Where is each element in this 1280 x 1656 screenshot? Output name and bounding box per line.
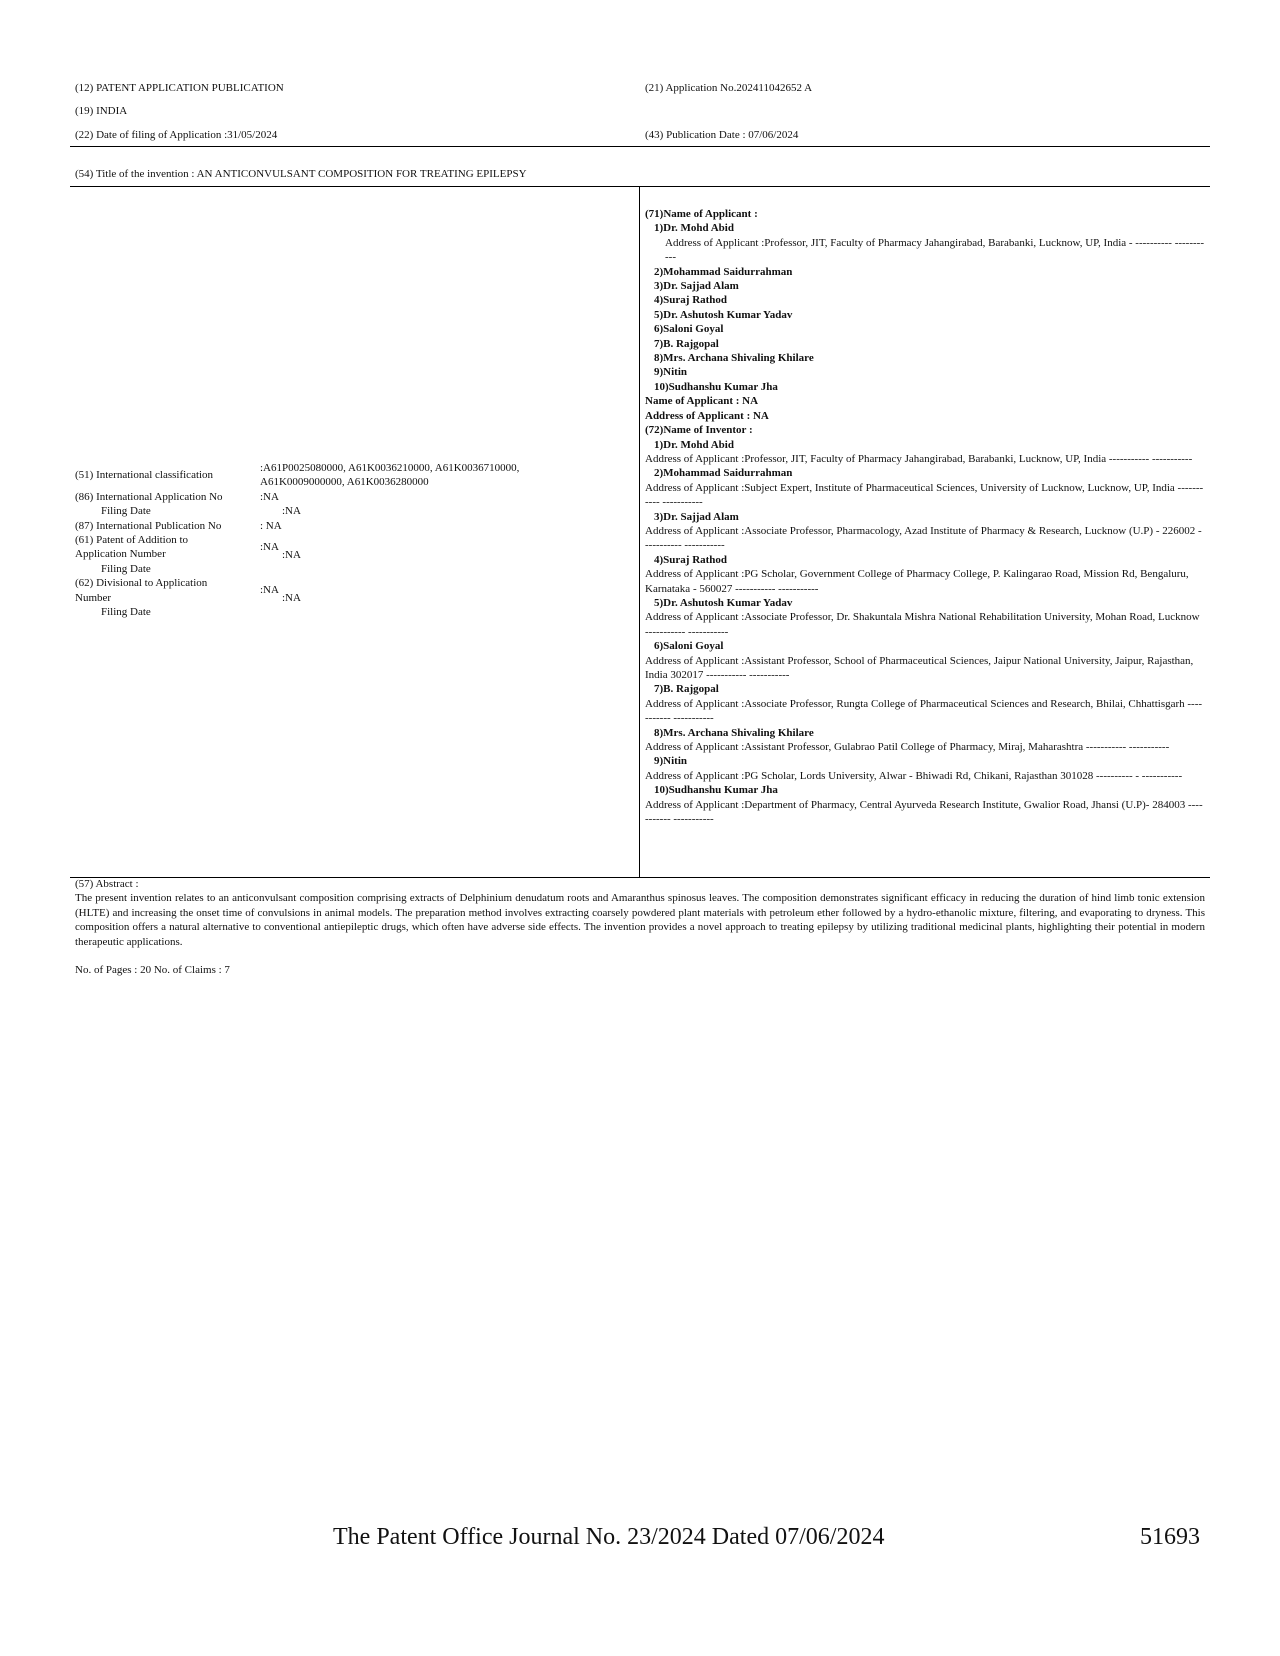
abstract-text: The present invention relates to an anticonvulsant composition comprising extracts of Delphinium denudatum roots and Amaranthus spinosus leaves. The composition demonstrates significant efficacy in reducing the duration of hind limb tonic extension (HLTE) and increasing the onset time of convulsions in animal models. The preparation method involves extracting coarsely powdered plant materials with petroleum ether followed by a hydro-ethanolic mixture, filtering, and evaporating to dryness. This composition offers a natural alternative to conventional antiepileptic drugs, which often have adverse side effects. The invention provides a novel approach to treating epilepsy by utilizing traditional medicinal plants, highlighting their potential in modern therapeutic applications. (75, 892, 1205, 948)
field-value: :NA (281, 592, 301, 605)
field-key: Filing Date (101, 606, 151, 619)
inventor-address: Address of Applicant :Associate Professor, Rungta College of Pharmaceutical Sciences and Research, Bhilai, Chhattisgarh ----------- ----------- (645, 697, 1203, 725)
inventor-name: 2)Mohammad Saidurrahman (654, 467, 793, 480)
country: (19) INDIA (75, 105, 128, 117)
field-value: :NA (260, 541, 279, 554)
applicant-address-na: Address of Applicant : NA (645, 409, 769, 422)
field-row (75, 592, 595, 619)
field-value: :NA (260, 584, 279, 597)
header-divider (70, 146, 1210, 147)
field-row (75, 461, 595, 490)
inventor-address: Address of Applicant :Department of Pharmacy, Central Ayurveda Research Institute, Gwalior Road, Jhansi (U.P)- 284003 ----------- ----------- (645, 798, 1203, 826)
field-key: (86) International Application No (75, 490, 223, 503)
applicant-name: 6)Saloni Goyal (654, 323, 724, 336)
field-key: Filing Date (101, 562, 151, 575)
inventor-name: 4)Suraj Rathod (654, 553, 728, 566)
inventor-address: Address of Applicant :PG Scholar, Government College of Pharmacy College, P. Kalingarao Road, Mission Rd, Bengaluru, Karnataka - 560027 ----------- ----------- (645, 568, 1189, 595)
abstract-heading: (57) Abstract : (75, 878, 139, 890)
journal-footer: The Patent Office Journal No. 23/2024 Dated 07/06/2024 (333, 1524, 885, 1550)
inventor-name: 9)Nitin (654, 755, 687, 768)
inventor-name: 3)Dr. Sajjad Alam (654, 510, 739, 523)
inventor-name: 8)Mrs. Archana Shivaling Khilare (654, 726, 814, 739)
field-value: :A61P0025080000, A61K0036210000, A61K0036710000, A61K0009000000, A61K0036280000 (260, 462, 520, 489)
inventor-heading: (72)Name of Inventor : (645, 424, 753, 437)
applicant-name: 4)Suraj Rathod (654, 294, 728, 307)
field-value: : NA (260, 519, 282, 532)
field-row (75, 548, 595, 576)
applicant-name: 3)Dr. Sajjad Alam (654, 280, 739, 293)
inventor-name: 5)Dr. Ashutosh Kumar Yadav (654, 596, 793, 609)
abstract-section (75, 877, 1205, 977)
applicant-name: 1)Dr. Mohd Abid (654, 222, 734, 235)
inventor-address: Address of Applicant :Professor, JIT, Faculty of Pharmacy Jahangirabad, Barabanki, Lucknow, UP, India ----------- ----------- (645, 452, 1193, 465)
inventor-name: 6)Saloni Goyal (654, 640, 724, 653)
applicant-address: Address of Applicant :Professor, JIT, Faculty of Pharmacy Jahangirabad, Barabanki, Lucknow, UP, India - ---------- ----------- (665, 236, 1204, 264)
invention-title: (54) Title of the invention : AN ANTICONVULSANT COMPOSITION FOR TREATING EPILEPSY (75, 168, 527, 180)
field-value: :NA (281, 548, 301, 561)
applicant-name: 5)Dr. Ashutosh Kumar Yadav (654, 308, 793, 321)
applicant-name: 9)Nitin (654, 366, 687, 379)
field-row (75, 490, 595, 504)
page-number: 51693 (1140, 1524, 1200, 1550)
field-key: (62) Divisional to Application Number (75, 577, 208, 604)
inventor-name: 1)Dr. Mohd Abid (654, 438, 734, 451)
column-divider (639, 186, 640, 877)
applicant-name: 7)B. Rajgopal (654, 337, 719, 350)
field-value: :NA (260, 490, 279, 503)
field-value: :NA (281, 505, 301, 518)
field-row (75, 519, 595, 533)
title-divider (70, 186, 1210, 187)
filing-date: (22) Date of filing of Application :31/05/2024 (75, 129, 278, 141)
inventor-address: Address of Applicant :Associate Professor, Pharmacology, Azad Institute of Pharmacy & Research, Lucknow (U.P) - 226002 ----------- ----------- (645, 524, 1202, 552)
inventor-name: 10)Sudhanshu Kumar Jha (654, 784, 778, 797)
applicant-inventor-column (645, 207, 1205, 826)
applicant-name: 8)Mrs. Archana Shivaling Khilare (654, 352, 814, 365)
field-key: Filing Date (101, 505, 151, 518)
field-key: (51) International classification (75, 469, 214, 482)
applicant-name-na: Name of Applicant : NA (645, 395, 759, 408)
inventor-address: Address of Applicant :Subject Expert, Institute of Pharmaceutical Sciences, University of Lucknow, Lucknow, UP, India ----------- ----------- (645, 481, 1204, 509)
inventor-address: Address of Applicant :Assistant Professor, Gulabrao Patil College of Pharmacy, Miraj, Maharashtra ----------- ----------- (645, 741, 1170, 754)
inventor-name: 7)B. Rajgopal (654, 683, 719, 696)
inventor-address: Address of Applicant :Assistant Professor, School of Pharmaceutical Sciences, Jaipur National University, Jaipur, Rajasthan, India 302017 ----------- ----------- (645, 654, 1194, 681)
applicant-name: 10)Sudhanshu Kumar Jha (654, 380, 778, 393)
inventor-address: Address of Applicant :Associate Professor, Dr. Shakuntala Mishra National Rehabilitation University, Mohan Road, Lucknow ----------- ----------- (645, 611, 1200, 638)
pages-claims: No. of Pages : 20 No. of Claims : 7 (75, 964, 230, 977)
applicant-heading: (71)Name of Applicant : (645, 208, 758, 220)
field-row (75, 504, 595, 518)
inventor-address: Address of Applicant :PG Scholar, Lords University, Alwar - Bhiwadi Rd, Chikani, Rajasthan 301028 ---------- - ----------- (645, 769, 1183, 782)
field-key: (87) International Publication No (75, 519, 222, 532)
applicant-name: 2)Mohammad Saidurrahman (654, 265, 793, 278)
application-number: (21) Application No.202411042652 A (645, 82, 813, 94)
publication-type: (12) PATENT APPLICATION PUBLICATION (75, 82, 284, 94)
field-key: (61) Patent of Addition to Application Number (75, 534, 189, 561)
classification-table (75, 461, 595, 619)
publication-date: (43) Publication Date : 07/06/2024 (645, 129, 799, 141)
